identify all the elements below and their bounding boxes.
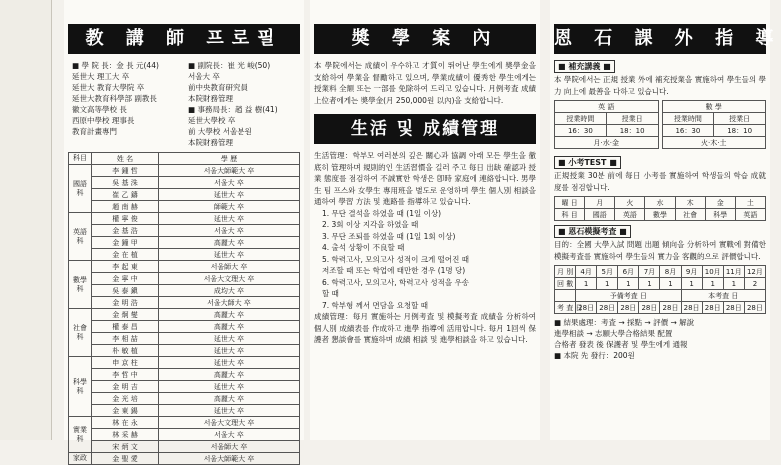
col-education: 學 歷 — [159, 153, 300, 165]
mock-cell: 1 — [597, 278, 618, 290]
teacher-education: 延世大 卒 — [159, 249, 300, 261]
teacher-education: 延世大 卒 — [159, 381, 300, 393]
staff-line: 延世大教育科學部 副教長 — [72, 94, 157, 103]
rule-item: 2. 3회 이상 지각을 하였을 때 — [322, 220, 419, 229]
teacher-name: 金 光 培 — [92, 393, 159, 405]
teacher-education: 서울大師範大 卒 — [159, 453, 300, 465]
quiz-header-cell: 月 — [585, 197, 615, 209]
faculty-row — [69, 165, 300, 177]
faculty-table-header — [69, 153, 300, 165]
staff-section — [64, 60, 304, 148]
mock-cell: 1 — [660, 278, 681, 290]
teacher-education: 師範大 卒 — [159, 201, 300, 213]
faculty-row — [69, 189, 300, 201]
teacher-education: 서울大文理大 卒 — [159, 417, 300, 429]
mock-cell: 1 — [639, 278, 660, 290]
quiz-cell: 國語 — [585, 209, 615, 221]
teacher-education: 成均大 卒 — [159, 285, 300, 297]
faculty-row — [69, 453, 300, 465]
mock-header-row — [555, 266, 766, 278]
supplementary-text: 本 學院에서는 正規 授業 外에 補充授業을 實施하여 學生들의 學力 向上에 最善을 다하고 있습니다. — [554, 75, 766, 96]
subject-cell: 家政 — [69, 453, 92, 465]
teacher-name: 李 哲 中 — [92, 369, 159, 381]
mock-exam-table — [554, 265, 766, 314]
rule-item: 1. 무단 결석을 하였을 때 (1일 이상) — [322, 208, 442, 218]
faculty-row — [69, 297, 300, 309]
english-schedule-table — [554, 100, 659, 149]
english-col-day: 授業日 — [606, 113, 658, 125]
staff-line: ■ 副院長：崔 光 峻(50) — [188, 61, 271, 70]
teacher-name: 金 寧 中 — [92, 273, 159, 285]
teacher-education: 延世大 卒 — [159, 345, 300, 357]
mock-exam-title: ■ 恩石模擬考査 ■ — [554, 225, 766, 238]
left-strip — [0, 0, 52, 440]
faculty-header: 教 講 師 프로필 — [68, 24, 300, 54]
english-col-time: 授業時間 — [555, 113, 607, 125]
mock-header-cell: 月 別 — [555, 266, 576, 278]
col-name: 姓 名 — [92, 153, 159, 165]
footer-notes — [550, 317, 770, 361]
mock-header-cell: 10月 — [702, 266, 723, 278]
quiz-row — [555, 209, 766, 221]
rule-item: 3. 무단 조퇴를 하였을 때 (1일 1회 이상) — [322, 231, 456, 241]
teacher-name: 權 寧 俊 — [92, 213, 159, 225]
subject-cell: 英語科 — [69, 213, 92, 261]
grade-management-text: 成績管理：每月 實施하는 月例考査 및 模擬考査 成績을 分析하여 個人別 成績表를 作成하고 進學 指導에 活用합니다. 每月 1回씩 保護者 懇談會를 實施하며 成績 相談 및 進學相談을 하고 있습니다. — [314, 312, 536, 344]
faculty-row — [69, 441, 300, 453]
mock-type-row — [555, 290, 766, 302]
teacher-name: 權 泰 昌 — [92, 321, 159, 333]
teacher-name: 吳 泰 鎭 — [92, 285, 159, 297]
quiz-cell: 科學 — [705, 209, 735, 221]
mock-header-cell: 7月 — [639, 266, 660, 278]
teacher-name: 林 在 永 — [92, 417, 159, 429]
teacher-education: 서울師大 卒 — [159, 441, 300, 453]
staff-line: 서울大 卒 — [188, 72, 220, 81]
teacher-education: 延世大 卒 — [159, 189, 300, 201]
staff-line: 本院財務管理 — [188, 94, 233, 103]
teacher-name: 朴 敏 植 — [92, 345, 159, 357]
faculty-row — [69, 405, 300, 417]
teacher-education: 서울師大 卒 — [159, 261, 300, 273]
quiz-header-cell: 水 — [645, 197, 675, 209]
teacher-name: 金 鐘 甲 — [92, 237, 159, 249]
faculty-row — [69, 357, 300, 369]
teacher-name: 趙 南 赫 — [92, 201, 159, 213]
mock-cell: 2 — [744, 278, 765, 290]
mock-date-cell: 28日 — [597, 302, 618, 314]
mock-header-cell: 8月 — [660, 266, 681, 278]
quiz-cell: 科 目 — [555, 209, 585, 221]
math-time-start: 16：30 — [662, 125, 714, 137]
staff-line: 西原中學校 理事長 — [72, 116, 135, 125]
mock-header-cell: 12月 — [744, 266, 765, 278]
faculty-row — [69, 201, 300, 213]
staff-line: ■ 事務局長：趙 益 樹(41) — [188, 105, 278, 114]
mock-date-cell: 28日 — [576, 302, 597, 314]
math-col-day: 授業日 — [714, 113, 766, 125]
teacher-name: 李 相 喆 — [92, 333, 159, 345]
mock-date-cell: 28日 — [660, 302, 681, 314]
faculty-row — [69, 321, 300, 333]
faculty-row — [69, 273, 300, 285]
rules-list — [310, 208, 540, 312]
english-days: 月·水·金 — [555, 137, 659, 149]
quiz-cell: 英語 — [615, 209, 645, 221]
footer-line: ■ 結果處理：考査 → 採點 → 評價 → 解說 — [554, 318, 695, 327]
subject-cell: 國語科 — [69, 165, 92, 213]
col-subject: 科目 — [69, 153, 92, 165]
mock-cell: 1 — [702, 278, 723, 290]
supplementary-tables — [550, 97, 770, 152]
faculty-row — [69, 417, 300, 429]
quiz-header-cell: 木 — [675, 197, 705, 209]
quiz-header-cell: 火 — [615, 197, 645, 209]
staff-right — [184, 60, 300, 148]
faculty-row — [69, 261, 300, 273]
teacher-name: 金 炯 燮 — [92, 309, 159, 321]
mock-date-cell: 28日 — [744, 302, 765, 314]
subject-cell: 科學科 — [69, 357, 92, 417]
mock-header-cell: 6月 — [618, 266, 639, 278]
rule-item: 저조할 때 또는 학업에 태만한 경우 (1명 당) — [322, 266, 466, 275]
faculty-row — [69, 345, 300, 357]
teacher-name: 金 聖 愛 — [92, 453, 159, 465]
math-schedule-table — [662, 100, 767, 149]
mock-date-cell: 28日 — [702, 302, 723, 314]
teacher-education: 서울大文理大 卒 — [159, 273, 300, 285]
mock-date-cell: 28日 — [681, 302, 702, 314]
quiz-header-row — [555, 197, 766, 209]
teacher-name: 崔 乙 鑄 — [92, 189, 159, 201]
math-title: 數 學 — [662, 101, 766, 113]
mock-header-cell: 11月 — [723, 266, 744, 278]
teacher-education: 高麗大 卒 — [159, 309, 300, 321]
faculty-row — [69, 381, 300, 393]
faculty-row — [69, 393, 300, 405]
teacher-education: 延世大 卒 — [159, 333, 300, 345]
faculty-row — [69, 213, 300, 225]
rule-item: 5. 학력고사, 모의고사 성적이 크게 떨어진 때 — [322, 254, 470, 264]
mock-cell: 1 — [576, 278, 597, 290]
quiz-text: 正規授業 30분 前에 每日 小考를 實施하여 학생들의 학습 成就度를 점검합니다. — [554, 171, 766, 192]
footer-line: 進學相談 → 志願大學合格結果 配置 — [554, 329, 673, 338]
mock-main: 本考査 日 — [681, 290, 765, 302]
mock-header-cell: 5月 — [597, 266, 618, 278]
mock-prelim: 予備考査 日 — [576, 290, 681, 302]
scholarship-panel — [310, 0, 540, 440]
scholarship-header: 奬 學 案 內 — [314, 24, 536, 54]
life-grade-header: 生活 및 成績管理 — [314, 114, 536, 144]
faculty-row — [69, 285, 300, 297]
mock-date-cell: 28日 — [639, 302, 660, 314]
teacher-education: 서울大 卒 — [159, 429, 300, 441]
quiz-cell: 英語 — [735, 209, 765, 221]
quiz-header-cell: 金 — [705, 197, 735, 209]
teacher-name: 宋 炳 文 — [92, 441, 159, 453]
teacher-name: 金 基 浩 — [92, 225, 159, 237]
mock-header-cell: 9月 — [681, 266, 702, 278]
mock-cell: 1 — [618, 278, 639, 290]
english-title: 英 語 — [555, 101, 659, 113]
staff-line: 前 大學校 서울분원 — [188, 127, 252, 136]
teacher-education: 高麗大 卒 — [159, 237, 300, 249]
math-time-end: 18：10 — [714, 125, 766, 137]
tutoring-header: 恩 石 課 外 指 導 — [554, 24, 766, 54]
teacher-name: 林 采 赫 — [92, 429, 159, 441]
mock-exam-text: 目的：全國 大學入試 問題 出題 傾向을 分析하여 實戰에 對備한 模擬考査를 實施하여 學生들의 實力을 客觀的으로 評價합니다. — [554, 240, 766, 261]
mock-cell: 回 數 — [555, 278, 576, 290]
teacher-name: 金 明 吉 — [92, 381, 159, 393]
mock-cell: 1 — [723, 278, 744, 290]
faculty-panel — [64, 0, 304, 463]
staff-line: 本院財務管理 — [188, 138, 233, 147]
teacher-education: 高麗大 卒 — [159, 393, 300, 405]
teacher-education: 서울大 卒 — [159, 225, 300, 237]
footer-line: 合格者 發表 後 保護者 및 學生에게 通報 — [554, 340, 688, 349]
faculty-row — [69, 225, 300, 237]
staff-line: 延世大 理工大 卒 — [72, 72, 130, 81]
faculty-table — [68, 152, 300, 465]
teacher-name: 金 東 錫 — [92, 405, 159, 417]
teacher-name: 李 鍾 哲 — [92, 165, 159, 177]
mock-type-label — [555, 290, 576, 302]
faculty-row — [69, 237, 300, 249]
staff-left — [68, 60, 184, 148]
quiz-schedule-table — [554, 196, 766, 221]
teacher-education: 延世大 卒 — [159, 405, 300, 417]
faculty-row — [69, 177, 300, 189]
mock-date-cell: 28日 — [618, 302, 639, 314]
staff-line: ■ 學 院 長：金 長 元(44) — [72, 61, 159, 70]
subject-cell: 社會科 — [69, 309, 92, 357]
mock-date-row — [555, 302, 766, 314]
teacher-name: 金 明 浩 — [92, 297, 159, 309]
subject-cell: 實業科 — [69, 417, 92, 453]
faculty-row — [69, 369, 300, 381]
teacher-education: 서울大 卒 — [159, 177, 300, 189]
teacher-education: 延世大 卒 — [159, 213, 300, 225]
mock-cell: 1 — [681, 278, 702, 290]
quiz-header-cell: 土 — [735, 197, 765, 209]
life-management-text: 生活管理：학부모 여러분의 깊은 關心과 協調 아래 모든 學生을 徹底히 管理하며 規則的인 生活習慣을 길러 주고 每日 出缺 確認과 授業 態度를 점검하여 不誠實한 학생은 卽時 家庭에 連絡합니다. 男學生 팀 프스와 女學生 專用班을 별도로 운영하며 學生 個人別 相談을 通하여 學習 方法 및 進路를 指導하고 있습니다. — [314, 151, 536, 206]
teacher-name: 申 京 柱 — [92, 357, 159, 369]
math-days: 火·木·土 — [662, 137, 766, 149]
teacher-education: 高麗大 卒 — [159, 321, 300, 333]
mock-date-cell: 28日 — [723, 302, 744, 314]
scholarship-text: 本 學院에서는 成績이 우수하고 才質이 뛰어난 學生에게 奬學金을 支給하여 學業을 督勵하고 있으며, 學業成績이 優秀한 學生에게는 授業料 全額 또는 一部를 免除하여 드리고 있습니다. 月例考査 成績 上位者에게는 奬學金(月 250,000원 以內)을 支給합니다. — [314, 61, 536, 105]
faculty-row — [69, 429, 300, 441]
teacher-name: 金 在 植 — [92, 249, 159, 261]
math-col-time: 授業時間 — [662, 113, 714, 125]
mock-row — [555, 278, 766, 290]
teacher-education: 서울大師大 卒 — [159, 297, 300, 309]
mock-date-cell: 考 査 日 — [555, 302, 576, 314]
quiz-cell: 數學 — [645, 209, 675, 221]
subject-cell: 數學科 — [69, 261, 92, 309]
teacher-education: 高麗大 卒 — [159, 369, 300, 381]
faculty-row — [69, 333, 300, 345]
rule-item: 4. 출석 상황이 不良할 때 — [322, 243, 405, 252]
staff-line: 教育計畫專門 — [72, 127, 117, 136]
faculty-row — [69, 309, 300, 321]
footer-line: ■ 本院 先 發行：200원 — [554, 351, 635, 360]
english-time-end: 18：10 — [606, 125, 658, 137]
quiz-header-cell: 曜 日 — [555, 197, 585, 209]
teacher-name: 李 起 東 — [92, 261, 159, 273]
teacher-name: 吳 基 洙 — [92, 177, 159, 189]
rule-item: 6. 학력고사, 모의고사, 학력고사 성적을 우송 — [322, 277, 470, 287]
faculty-row — [69, 249, 300, 261]
mock-header-cell: 4月 — [576, 266, 597, 278]
tutoring-panel — [550, 0, 781, 440]
supplementary-title: ■ 補充講義 ■ — [554, 60, 766, 73]
teacher-education: 서울大師範大 卒 — [159, 165, 300, 177]
quiz-title: ■ 小考TEST ■ — [554, 156, 766, 169]
rule-item: 7. 학부형 께서 면담을 요청할 때 — [322, 300, 429, 310]
staff-line: 前中央教育研究員 — [188, 83, 248, 92]
staff-line: 延世大 教育大學院 卒 — [72, 83, 145, 92]
staff-line: 延世大學校 卒 — [188, 116, 236, 125]
rule-item: 할 때 — [322, 289, 339, 298]
staff-line: 徽文高等學校 長 — [72, 105, 127, 114]
english-time-start: 16：30 — [555, 125, 607, 137]
teacher-education: 延世大 卒 — [159, 357, 300, 369]
quiz-cell: 社會 — [675, 209, 705, 221]
